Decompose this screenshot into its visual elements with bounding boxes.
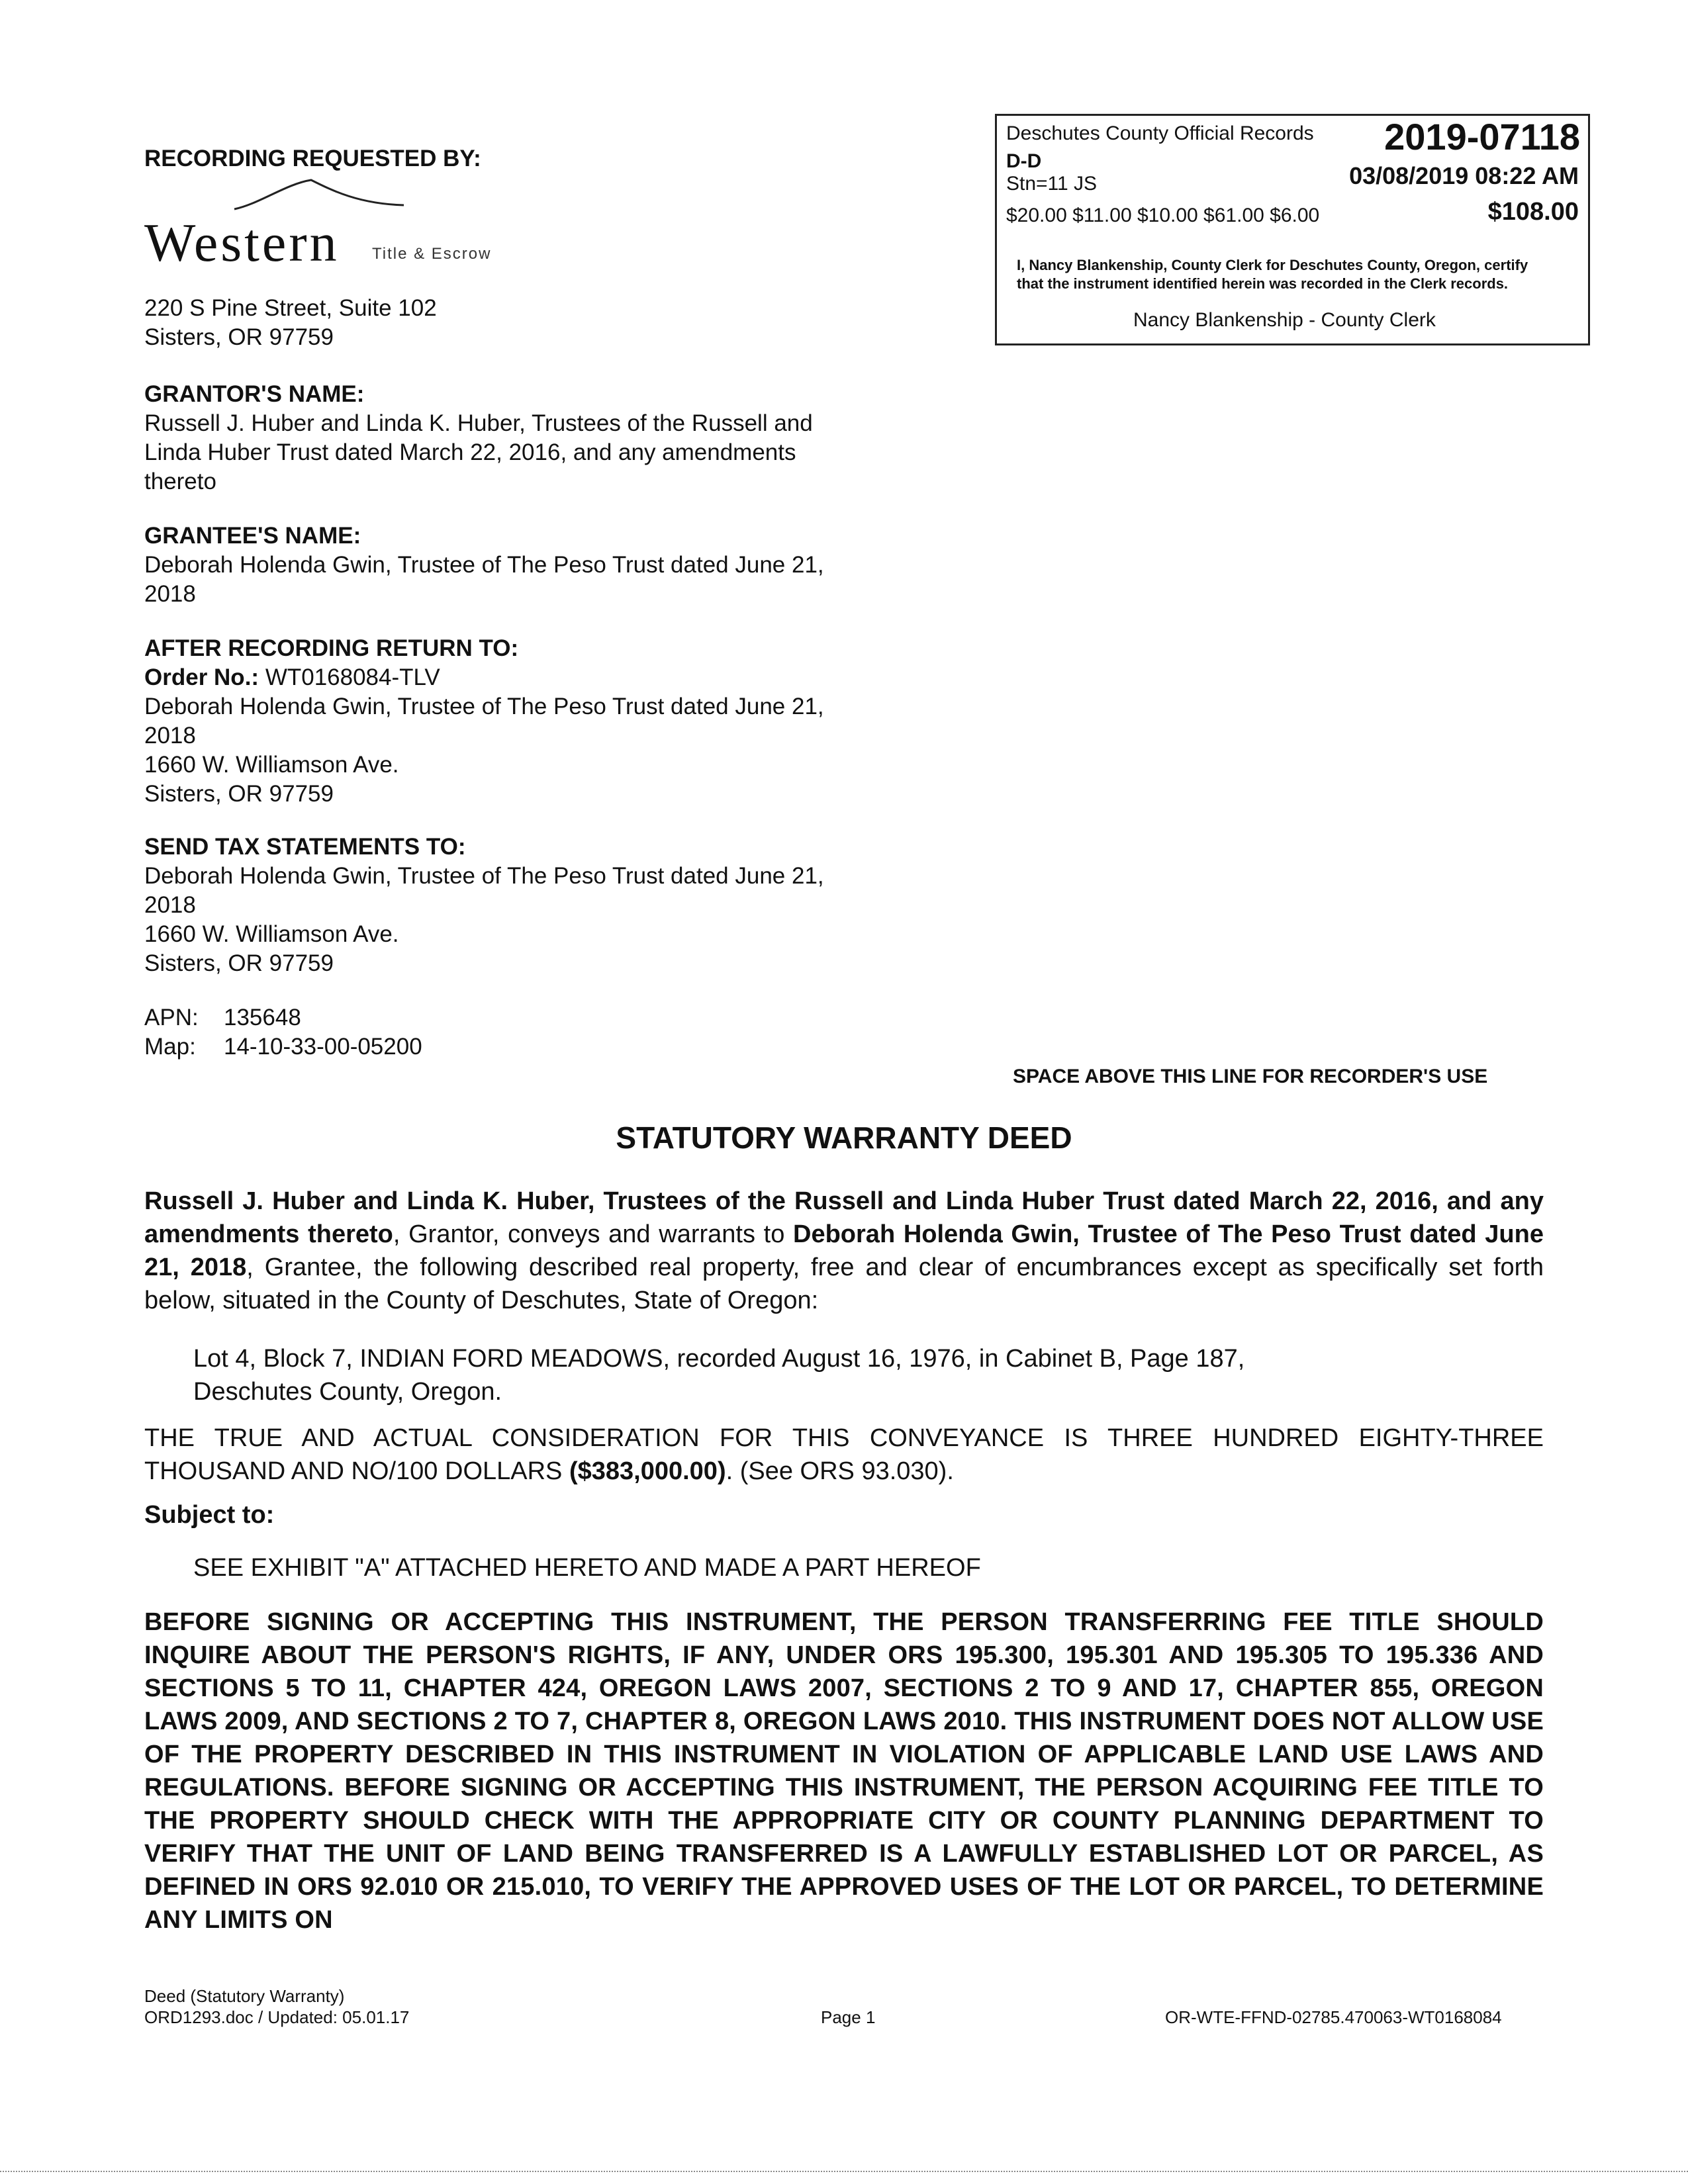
document-title: STATUTORY WARRANTY DEED [616,1120,1072,1155]
return-to-label: AFTER RECORDING RETURN TO: [144,635,519,661]
legal-description-line1: Lot 4, Block 7, INDIAN FORD MEADOWS, recorded August 16, 1976, in Cabinet B, Page 187, [193,1345,1245,1373]
grantor-line1: Russell J. Huber and Linda K. Huber, Trustees of the Russell and [144,410,813,436]
conveys-text: , Grantor, conveys and warrants to [393,1220,794,1248]
scan-bottom-edge [0,2171,1688,2173]
consideration-amount: ($383,000.00) [569,1457,726,1485]
statutory-warning: BEFORE SIGNING OR ACCEPTING THIS INSTRUMENT, THE PERSON TRANSFERRING FEE TITLE SHOULD INQUIRE ABOUT THE PERSON'S RIGHTS, IF ANY, UNDER ORS 195.300, 195.301 AND 195.305 TO 195.336 AND SECTIONS 5 TO 11, CHAPTER 424, OREGON LAWS 2007, SECTIONS 2 TO 9 AND 17, CHAPTER 855, OREGON LAWS 2009, AND SECTIONS 2 TO 7, CHAPTER 8, OREGON LAWS 2010. THIS INSTRUMENT DOES NOT ALLOW USE OF THE PROPERTY DESCRIBED IN THIS INSTRUMENT IN VIOLATION OF APPLICABLE LAND USE LAWS AND REGULATIONS. BEFORE SIGNING OR ACCEPTING THIS INSTRUMENT, THE PERSON ACQUIRING FEE TITLE TO THE PROPERTY SHOULD CHECK WITH THE APPROPRIATE CITY OR COUNTY PLANNING DEPARTMENT TO VERIFY THAT THE UNIT OF LAND BEING TRANSFERRED IS A LAWFULLY ESTABLISHED LOT OR PARCEL, AS DEFINED IN ORS 92.010 OR 215.010, TO VERIFY THE APPROVED USES OF THE LOT OR PARCEL, TO DETERMINE ANY LIMITS ON [144,1608,1544,1934]
granting-rest-text: , Grantee, the following described real property, free and clear of encumbrances except as specifically set forth below, situated in the County of Deschutes, State of Oregon: [144,1253,1544,1314]
recording-requested-label: RECORDING REQUESTED BY: [144,146,481,171]
grantee-line1: Deborah Holenda Gwin, Trustee of The Peso Trust dated June 21, [144,552,824,578]
stamp-office: Deschutes County Official Records [1006,122,1314,144]
stamp-document-number: 2019-07118 [1384,116,1580,158]
legal-description-line2: Deschutes County, Oregon. [193,1378,502,1406]
footer-form-name: Deed (Statutory Warranty) [144,1986,345,2006]
subject-to-label: Subject to: [144,1501,275,1529]
granting-paragraph [144,1185,1544,1317]
recorder-stamp-box [995,114,1590,345]
stamp-station: Stn=11 JS [1006,173,1098,195]
consideration-reference: . (See ORS 93.030). [726,1457,954,1485]
stamp-certification: I, Nancy Blankenship, County Clerk for Deschutes County, Oregon, certify that the instrument identified herein was recorded in the Clerk records. [1017,257,1528,292]
western-logo-subtitle: Title & Escrow [372,245,492,263]
grantor-names-bold: Russell J. Huber and Linda K. Huber, Trustees of the Russell and Linda Huber Trust dated March 22, 2016, and any amendments thereto [144,1187,1544,1248]
grantee-label: GRANTEE'S NAME: [144,523,361,549]
order-number-value: WT0168084-TLV [265,664,440,690]
stamp-fees: $20.00 $11.00 $10.00 $61.00 $6.00 [1006,205,1320,226]
grantor-line2: Linda Huber Trust dated March 22, 2016, and any amendments [144,439,796,465]
stamp-datetime: 03/08/2019 08:22 AM [1349,162,1579,189]
map-value: 14-10-33-00-05200 [224,1034,422,1060]
western-logo-swoosh-icon [233,177,405,217]
western-logo-wordmark: Western [144,212,340,273]
tax-to-line4: Sisters, OR 97759 [144,950,334,976]
consideration-text: THE TRUE AND ACTUAL CONSIDERATION FOR THIS CONVEYANCE IS THREE HUNDRED EIGHTY-THREE THOUSAND AND NO/100 DOLLARS [144,1424,1544,1485]
apn-value: 135648 [224,1005,301,1030]
map-label: Map: [144,1034,196,1060]
consideration-paragraph [144,1422,1544,1488]
order-number-label: Order No.: [144,664,259,690]
grantee-line2: 2018 [144,581,196,607]
tax-statements-label: SEND TAX STATEMENTS TO: [144,834,466,860]
return-to-line1: Deborah Holenda Gwin, Trustee of The Peso Trust dated June 21, [144,694,824,719]
footer-form-file: ORD1293.doc / Updated: 05.01.17 [144,2007,410,2027]
recorder-use-note: SPACE ABOVE THIS LINE FOR RECORDER'S USE [1013,1066,1488,1087]
grantee-names-bold: Deborah Holenda Gwin, Trustee of The Peso Trust dated June 21, 2018 [144,1220,1544,1281]
stamp-total: $108.00 [1487,198,1579,226]
stamp-clerk: Nancy Blankenship - County Clerk [1133,309,1436,331]
recording-address-line2: Sisters, OR 97759 [144,324,334,350]
apn-label: APN: [144,1005,199,1030]
exhibit-reference: SEE EXHIBIT "A" ATTACHED HERETO AND MADE A PART HEREOF [193,1554,981,1582]
tax-to-line2: 2018 [144,892,196,918]
stamp-document-type: D-D [1006,150,1042,172]
grantor-label: GRANTOR'S NAME: [144,381,365,407]
tax-to-line3: 1660 W. Williamson Ave. [144,921,399,947]
recording-address-line1: 220 S Pine Street, Suite 102 [144,295,437,321]
return-to-line3: 1660 W. Williamson Ave. [144,752,399,778]
tax-to-line1: Deborah Holenda Gwin, Trustee of The Peso Trust dated June 21, [144,863,824,889]
grantor-line3: thereto [144,469,216,494]
return-to-line2: 2018 [144,723,196,749]
footer-reference: OR-WTE-FFND-02785.470063-WT0168084 [1165,2007,1502,2027]
order-number-row [144,663,440,692]
return-to-line4: Sisters, OR 97759 [144,781,334,807]
footer-page-number: Page 1 [821,2007,876,2027]
